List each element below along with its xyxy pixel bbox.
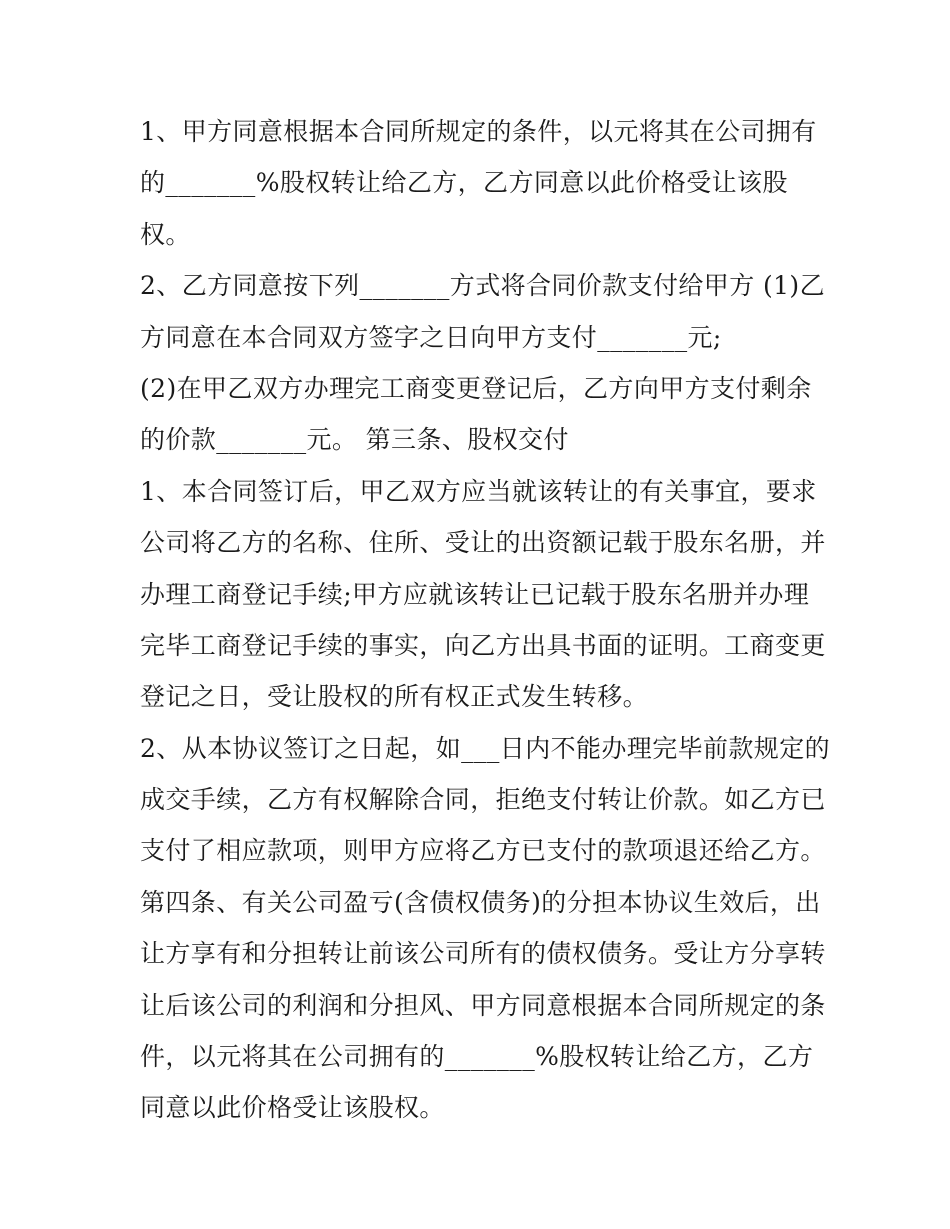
- text-line: 成交手续，乙方有权解除合同，拒绝支付转让价款。如乙方已: [140, 785, 826, 815]
- text-line: 完毕工商登记手续的事实，向乙方出具书面的证明。工商变更: [140, 630, 826, 660]
- document-body: [140, 106, 831, 1134]
- text-line: 件，以元将其在公司拥有的_______%股权转让给乙方，乙方: [140, 1042, 814, 1072]
- text-line: 同意以此价格受让该股权。: [140, 1093, 445, 1123]
- text-line: 让方享有和分担转让前该公司所有的债权债务。受让方分享转: [140, 939, 826, 969]
- text-line: 公司将乙方的名称、住所、受让的出资额记载于股东名册，并: [140, 528, 826, 558]
- text-line: 登记之日，受让股权的所有权正式发生转移。: [140, 682, 649, 712]
- text-line: 的_______%股权转让给乙方，乙方同意以此价格受让该股: [140, 168, 788, 198]
- text-line: (2)在甲乙双方办理完工商变更登记后，乙方向甲方支付剩余: [140, 373, 812, 403]
- text-line: 2、从本协议签订之日起，如___日内不能办理完毕前款规定的: [140, 733, 831, 763]
- text-line: 第四条、有关公司盈亏(含债权债务)的分担本协议生效后，出: [140, 887, 821, 917]
- text-line: 2、乙方同意按下列_______方式将合同价款支付给甲方 (1)乙: [140, 271, 825, 301]
- text-line: 支付了相应款项，则甲方应将乙方已支付的款项退还给乙方。: [140, 836, 826, 866]
- text-line: 方同意在本合同双方签字之日向甲方支付_______元;: [140, 322, 722, 352]
- text-line: 1、本合同签订后，甲乙双方应当就该转让的有关事宜，要求: [140, 476, 817, 506]
- text-line: 的价款_______元。 第三条、股权交付: [140, 425, 569, 455]
- text-line: 权。: [140, 219, 191, 249]
- text-line: 1、甲方同意根据本合同所规定的条件，以元将其在公司拥有: [140, 117, 817, 146]
- text-line: 办理工商登记手续;甲方应就该转让已记载于股东名册并办理: [140, 579, 810, 609]
- text-line: 让后该公司的利润和分担风、甲方同意根据本合同所规定的条: [140, 990, 826, 1020]
